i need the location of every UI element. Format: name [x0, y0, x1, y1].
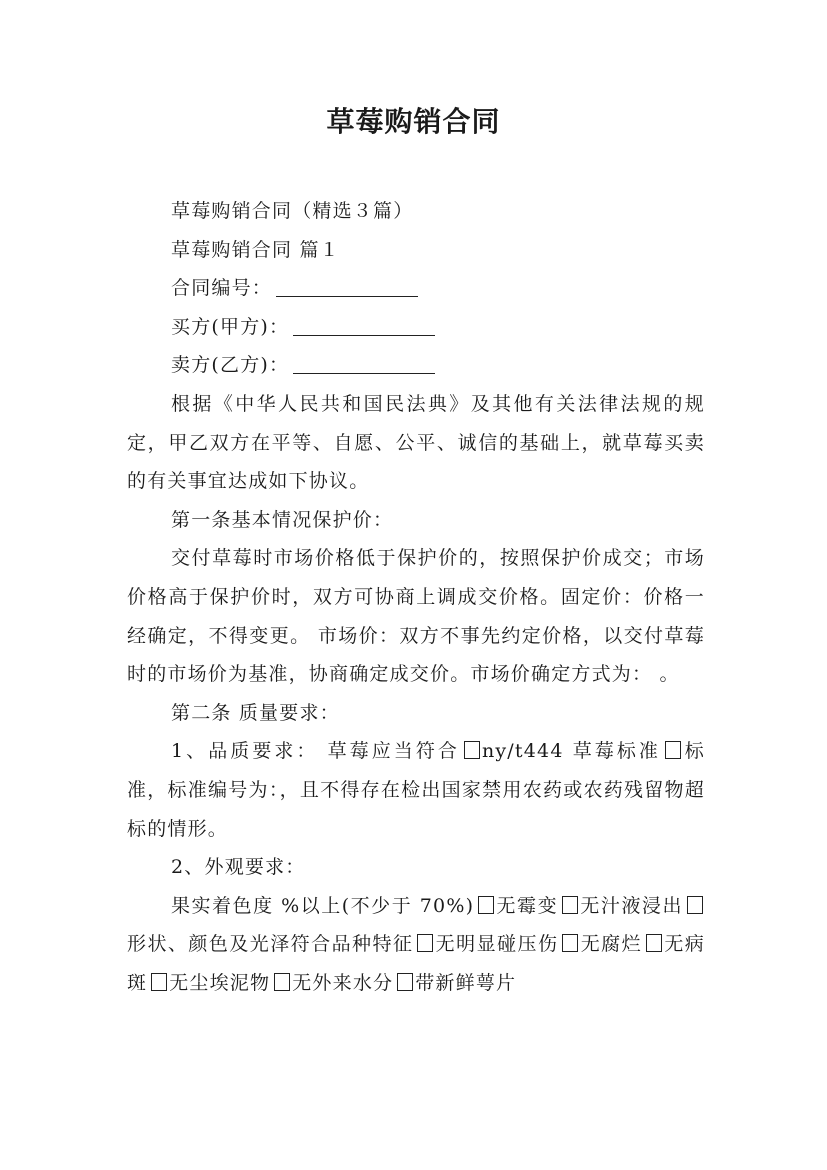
checkbox-icon — [687, 896, 703, 914]
seller-label: 卖方(乙方)： — [171, 354, 290, 377]
appearance-text-b: 无霉变 — [496, 894, 559, 917]
appearance-text-j: 带新鲜萼片 — [415, 971, 517, 994]
checkbox-icon — [562, 934, 578, 952]
contract-number-blank — [276, 274, 418, 297]
article2-title: 第二条 质量要求： — [171, 701, 340, 724]
appearance-text-f: 无腐烂 — [580, 933, 643, 956]
section-title: 草莓购销合同 篇１ — [171, 238, 340, 261]
checkbox-icon — [274, 973, 290, 991]
preamble-paragraph: 根据《中华人民共和国民法典》及其他有关法律法规的规定，甲乙双方在平等、自愿、公平、诚信的基础上，就草莓买卖的有关事宜达成如下协议。 — [127, 392, 705, 493]
appearance-text-i: 无外来水分 — [292, 971, 394, 994]
buyer-row — [127, 308, 705, 347]
subtitle: 草莓购销合同（精选３篇） — [171, 200, 414, 222]
quality-text-b: ny/t444 草莓标准 — [481, 740, 661, 763]
appearance-text-c: 无汁液浸出 — [580, 894, 683, 917]
checkbox-icon — [464, 741, 480, 759]
checkbox-icon — [478, 896, 494, 914]
appearance-text-a: 果实着色度 %以上(不少于 70%) — [171, 894, 475, 917]
checkbox-icon — [151, 973, 167, 991]
checkbox-icon — [397, 973, 413, 991]
appearance-text-e: 无明显碰压伤 — [435, 933, 559, 956]
contract-number-label: 合同编号： — [171, 277, 273, 300]
appearance-text-g: 无病斑 — [127, 933, 705, 994]
article1-title: 第一条基本情况保护价： — [171, 508, 394, 531]
contract-number-row — [127, 269, 705, 308]
document-title: 草莓购销合同 — [326, 105, 501, 138]
appearance-paragraph — [127, 887, 705, 1003]
quality-requirement-paragraph — [127, 732, 705, 848]
document-body — [127, 192, 705, 1002]
checkbox-icon — [665, 741, 681, 759]
buyer-label: 买方(甲方)： — [171, 315, 290, 338]
checkbox-icon — [562, 896, 578, 914]
appearance-title: 2、外观要求： — [171, 856, 306, 879]
article1-paragraph: 交付草莓时市场价格低于保护价的，按照保护价成交；市场价格高于保护价时，双方可协商上调成交价格。固定价：价格一经确定，不得变更。 市场价：双方不事先约定价格，以交付草莓时的市场价为基准，协商确定成交价。市场价确定方式为： 。 — [127, 547, 705, 686]
seller-row — [127, 346, 705, 385]
appearance-text-d: 形状、颜色及光泽符合品种特征 — [127, 933, 414, 956]
quality-text-c: 标准，标准编号为：，且不得存在检出国家禁用农药或农药残留物超标的情形。 — [127, 740, 705, 840]
checkbox-icon — [417, 934, 433, 952]
buyer-blank — [293, 313, 435, 336]
checkbox-icon — [646, 934, 662, 952]
appearance-text-h: 无尘埃泥物 — [169, 971, 271, 994]
quality-text-a: 1、品质要求： 草莓应当符合 — [171, 740, 460, 763]
seller-blank — [293, 351, 435, 374]
